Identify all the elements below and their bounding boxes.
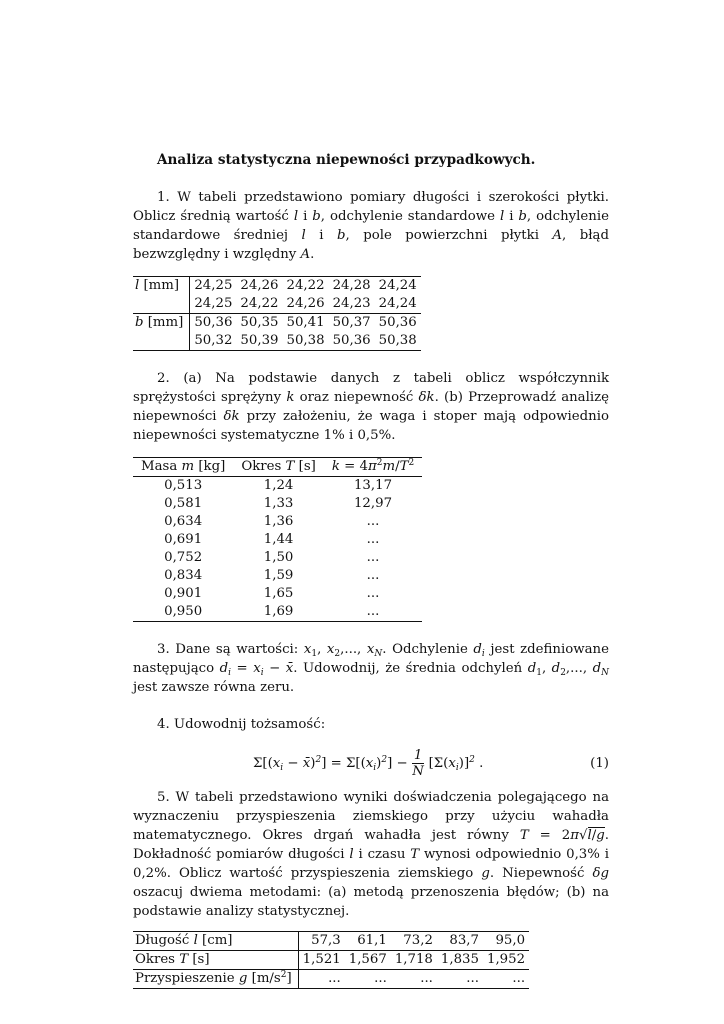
table-cell: 1,33 [263, 496, 294, 511]
table-plate-measurements [133, 276, 421, 351]
table-row [133, 477, 422, 496]
table-row [133, 585, 422, 603]
table-row [133, 513, 422, 531]
table-cell: 50,41 [286, 315, 325, 330]
column-header: $k = 4\pi^2m/T^2$ [324, 458, 422, 477]
table-cell: 61,1 [357, 933, 387, 948]
problem-5-text: 5. W tabeli przedstawiono wyniki doświadczenia polegającego na wyznaczeniu przyspieszenia ziemskiego przy użyciu wahadła matematycznego. Okres drgań wahadła jest równy T = 2π√l/g. Dokładność pomiarów długości l i czasu T wynosi odpowiednio 0,3% i 0,2%. Oblicz wartość przyspieszenia ziemskiego g. Niepewność δg oszacuj dwiema metodami: (a) metodą przenoszenia błędów; (b) na podstawie analizy statystycznej. [133, 790, 610, 919]
table-cell: 1,24 [263, 478, 294, 493]
table-cell: 0,950 [164, 604, 203, 619]
equation-number: (1) [590, 756, 609, 771]
table-cell: 50,36 [194, 315, 233, 330]
equation-body: $\Sigma[(x_i$ − x̄)$^2$] = $\Sigma[(x_i)^2]$ − $\frac{1}{N}$ $[\Sigma(x_i)]^2$ . [253, 748, 484, 779]
table-row [133, 314, 421, 333]
table-cell: ... [366, 514, 380, 529]
table-cell: 50,36 [332, 333, 371, 348]
table-cell: 50,32 [194, 333, 233, 348]
table-cell: 24,24 [378, 296, 417, 311]
table-cell: ... [466, 971, 479, 986]
table-cell: 1,65 [263, 586, 294, 601]
table-cell: 50,35 [240, 315, 279, 330]
table-cell: 24,25 [194, 296, 233, 311]
table-cell: ... [366, 586, 380, 601]
table-cell: 24,22 [286, 278, 325, 293]
table-row [133, 970, 529, 989]
column-header: Masa m [kg] [133, 458, 233, 477]
table-row [133, 277, 421, 296]
table-row [133, 567, 422, 585]
table-cell: 13,17 [353, 478, 393, 493]
table-cell: 50,39 [240, 333, 279, 348]
table-cell: 1,521 [302, 952, 341, 967]
problem-1-text: 1. W tabeli przedstawiono pomiary długości i szerokości płytki. Oblicz średnią wartość l i b, odchylenie standardowe l i b, odchylenie standardowe średniej l i b, pole powierzchni płytki A, błąd bezwzględny i względny A. [133, 190, 609, 262]
table-cell: 57,3 [311, 933, 341, 948]
row-label [133, 332, 190, 351]
table-cell: 50,38 [286, 333, 325, 348]
table-cell: ... [328, 971, 341, 986]
table-cell: 50,38 [378, 333, 417, 348]
table-spring-measurements [133, 457, 422, 622]
table-row [133, 295, 421, 314]
table-row [133, 495, 422, 513]
table-cell: 24,26 [286, 296, 325, 311]
table-row [133, 549, 422, 567]
table-cell: 1,718 [394, 952, 433, 967]
table-row [133, 603, 422, 622]
fraction: $\frac{1}{N}$ [412, 748, 424, 779]
table-cell: 1,59 [263, 568, 294, 583]
table-pendulum-measurements [133, 931, 529, 989]
table-cell: 73,2 [403, 933, 433, 948]
problem-3-text: 3. Dane są wartości: $x_1$, $x_2$,..., $x_N$. Odchylenie $d_i$ jest zdefiniowane następująco $d_i = x_i$ − x̄. Udowodnij, że średnia odchyleń $d_1$, $d_2$,..., $d_N$ jest zawsze równa zeru. [133, 642, 609, 695]
table-cell: 50,37 [332, 315, 371, 330]
table-cell: 12,97 [353, 496, 393, 511]
table-row [133, 332, 421, 351]
table-cell: 0,634 [164, 514, 203, 529]
identity-equation [133, 742, 609, 788]
table-cell: 24,26 [240, 278, 279, 293]
column-header: Okres T [s] [233, 458, 324, 477]
table-cell: ... [374, 971, 387, 986]
table-cell: 50,36 [378, 315, 417, 330]
table-cell: ... [366, 604, 380, 619]
table-cell: 1,50 [263, 550, 294, 565]
table-cell: 1,36 [263, 514, 294, 529]
table-cell: 0,691 [164, 532, 203, 547]
table-cell: 24,23 [332, 296, 371, 311]
table-row [133, 951, 529, 970]
table-row [133, 531, 422, 549]
row-label [133, 295, 190, 314]
row-label: l [mm] [133, 277, 190, 296]
row-label: Długość l [cm] [133, 932, 298, 951]
table-cell: ... [512, 971, 526, 986]
table-cell: ... [366, 550, 380, 565]
table-cell: ... [366, 532, 380, 547]
table-cell: 0,752 [164, 550, 203, 565]
table-cell: 0,513 [164, 478, 203, 493]
table-cell: 1,952 [486, 952, 526, 967]
table-cell: ... [366, 568, 380, 583]
table-cell: 24,24 [378, 278, 417, 293]
page-title: Analiza statystyczna niepewności przypadkowych. [157, 152, 536, 168]
table-row [133, 932, 529, 951]
table-cell: 0,834 [164, 568, 203, 583]
document-page [133, 150, 609, 989]
table-cell: ... [420, 971, 433, 986]
table-cell: 83,7 [449, 933, 479, 948]
problem-4-text: 4. Udowodnij tożsamość: [157, 717, 326, 732]
table-cell: 24,28 [332, 278, 371, 293]
table-header-row [133, 458, 422, 477]
table-cell: 1,567 [348, 952, 387, 967]
row-label: b [mm] [133, 314, 190, 333]
table-body [133, 477, 422, 622]
table-cell: 0,581 [164, 496, 203, 511]
table-cell: 24,22 [240, 296, 279, 311]
table-cell: 1,44 [263, 532, 294, 547]
row-label: Okres T [s] [133, 951, 298, 970]
row-label: Przyspieszenie g $[m/s^2]$ [133, 970, 298, 989]
table-cell: 95,0 [495, 933, 526, 948]
table-cell: 1,835 [440, 952, 479, 967]
table-cell: 0,901 [164, 586, 203, 601]
table-cell: 24,25 [194, 278, 233, 293]
problem-2-text: 2. (a) Na podstawie danych z tabeli oblicz współczynnik sprężystości sprężyny k oraz niepewność δk. (b) Przeprowadź analizę niepewności δk przy założeniu, że waga i stoper mają odpowiednio niepewności systematyczne 1% i 0,5%. [133, 371, 609, 443]
table-cell: 1,69 [263, 604, 294, 619]
